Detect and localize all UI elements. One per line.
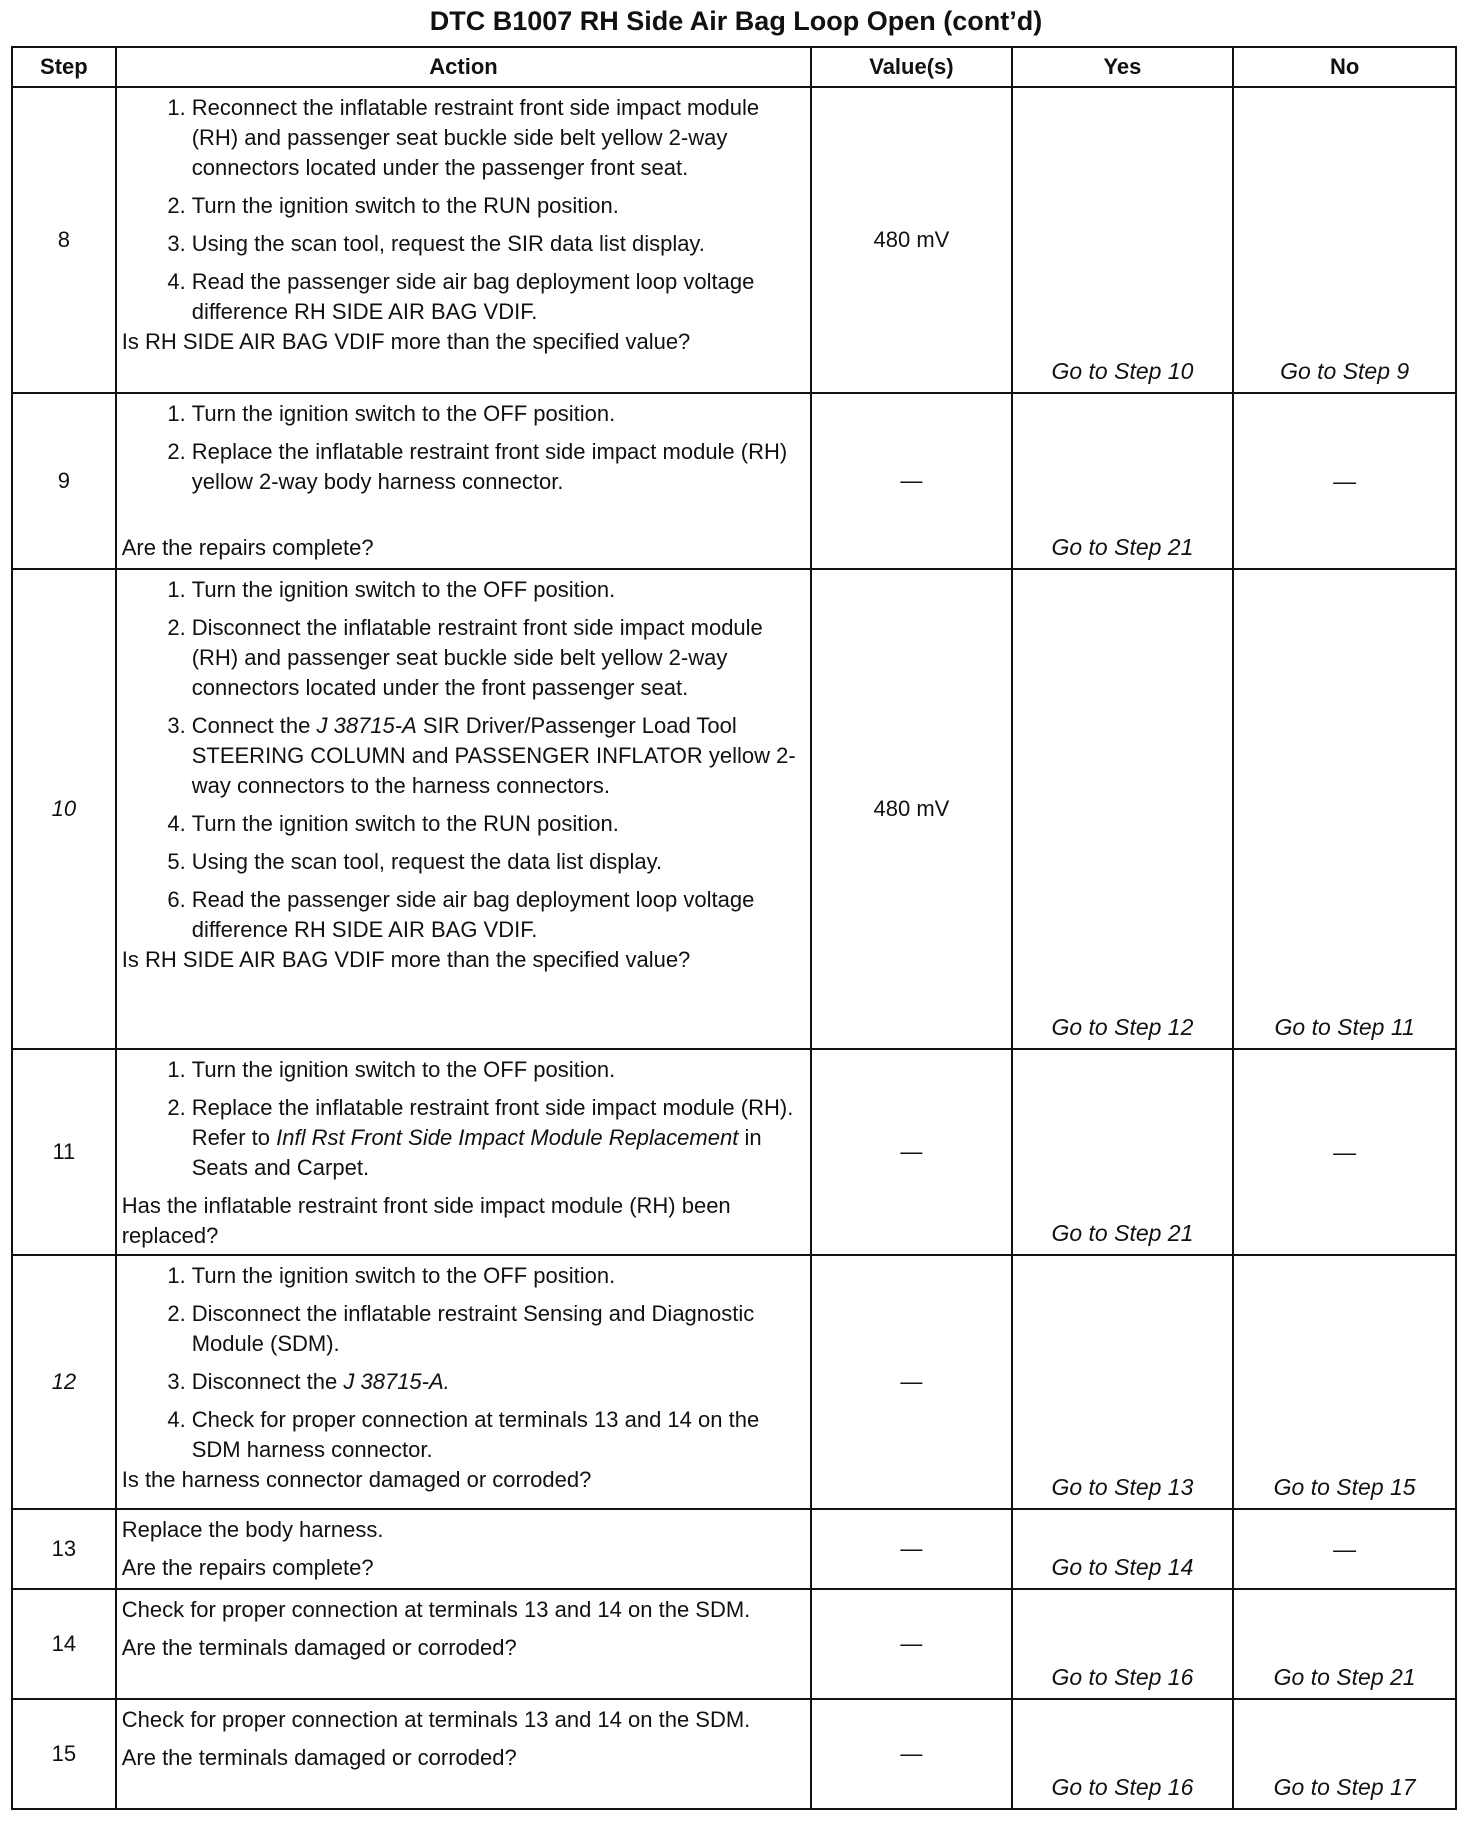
list-item: 3. Using the scan tool, request the SIR data list display.: [167, 231, 705, 256]
list-item: 2. Disconnect the inflatable restraint Sensing and Diagnostic Module (SDM).: [167, 1301, 755, 1356]
table-row-step-10: [12, 569, 1456, 1049]
tool-reference: J 38715-A.: [343, 1369, 450, 1394]
action-cell: [116, 569, 812, 1049]
question-text: Is the harness connector damaged or corroded?: [121, 1467, 592, 1492]
no-link: —: [1233, 1049, 1456, 1255]
question-text: Is RH SIDE AIR BAG VDIF more than the specified value?: [121, 947, 691, 972]
table-header-row: [12, 47, 1456, 87]
no-link[interactable]: Go to Step 9: [1233, 87, 1456, 393]
table-row-step-8: [12, 87, 1456, 393]
page-title: DTC B1007 RH Side Air Bag Loop Open (cont’d): [429, 6, 1043, 36]
list-item: 4. Turn the ignition switch to the RUN position.: [167, 811, 619, 836]
step-number: 13: [12, 1509, 116, 1589]
diagnostic-table: [11, 46, 1457, 1810]
table-row-step-13: [12, 1509, 1456, 1589]
yes-link[interactable]: Go to Step 21: [1012, 393, 1234, 569]
action-cell: [116, 1699, 812, 1809]
step-number: 15: [12, 1699, 116, 1809]
action-cell: [116, 1589, 812, 1699]
action-cell: [116, 87, 812, 393]
action-cell: [116, 1509, 812, 1589]
question-text: Is RH SIDE AIR BAG VDIF more than the specified value?: [121, 329, 691, 354]
action-cell: [116, 393, 812, 569]
value-cell: 480 mV: [811, 87, 1011, 393]
list-item: 1. Turn the ignition switch to the OFF position.: [167, 1263, 616, 1288]
list-item: 4. Read the passenger side air bag deployment loop voltage difference RH SIDE AIR BAG VDIF.: [167, 269, 755, 324]
value-cell: —: [811, 1589, 1011, 1699]
action-cell: [116, 1255, 812, 1509]
list-item: 6. Read the passenger side air bag deployment loop voltage difference RH SIDE AIR BAG VDIF.: [167, 887, 755, 942]
list-item: 2. Turn the ignition switch to the RUN position.: [167, 193, 619, 218]
yes-link[interactable]: Go to Step 16: [1012, 1699, 1234, 1809]
list-item: 1. Turn the ignition switch to the OFF position.: [167, 577, 616, 602]
yes-link[interactable]: Go to Step 10: [1012, 87, 1234, 393]
no-link[interactable]: Go to Step 15: [1233, 1255, 1456, 1509]
yes-link[interactable]: Go to Step 21: [1012, 1049, 1234, 1255]
value-cell: —: [811, 393, 1011, 569]
question-text: Are the terminals damaged or corroded?: [121, 1745, 517, 1770]
list-item: 3. Disconnect the J 38715-A.: [167, 1369, 450, 1394]
instruction-text: Check for proper connection at terminals 13 and 14 on the SDM.: [121, 1707, 751, 1732]
list-item: 2. Replace the inflatable restraint front side impact module (RH) yellow 2-way body harness connector.: [167, 439, 788, 494]
header-action: Action: [116, 47, 812, 87]
no-link[interactable]: Go to Step 17: [1233, 1699, 1456, 1809]
table-row-step-14: [12, 1589, 1456, 1699]
step-number: 8: [12, 87, 116, 393]
value-cell: —: [811, 1255, 1011, 1509]
list-item: 2. Replace the inflatable restraint front side impact module (RH). Refer to Infl Rst Front Side Impact Module Replacement in Seats and Carpet.: [167, 1095, 794, 1180]
step-number: 11: [12, 1049, 116, 1255]
yes-link[interactable]: Go to Step 16: [1012, 1589, 1234, 1699]
table-row-step-12: [12, 1255, 1456, 1509]
header-step: Step: [12, 47, 116, 87]
action-cell: [116, 1049, 812, 1255]
header-no: No: [1233, 47, 1456, 87]
step-number: 9: [12, 393, 116, 569]
list-item: 2. Disconnect the inflatable restraint front side impact module (RH) and passenger seat buckle side belt yellow 2-way connectors located under the front passenger seat.: [167, 615, 763, 700]
list-item: 5. Using the scan tool, request the data list display.: [167, 849, 663, 874]
value-cell: —: [811, 1699, 1011, 1809]
step-number: 12: [12, 1255, 116, 1509]
value-cell: 480 mV: [811, 569, 1011, 1049]
step-number: 10: [12, 569, 116, 1049]
list-item: 1. Turn the ignition switch to the OFF position.: [167, 401, 616, 426]
list-item: 1. Turn the ignition switch to the OFF position.: [167, 1057, 616, 1082]
no-link[interactable]: Go to Step 11: [1233, 569, 1456, 1049]
no-link: —: [1233, 1509, 1456, 1589]
question-text: Has the inflatable restraint front side impact module (RH) been replaced?: [121, 1193, 731, 1248]
yes-link[interactable]: Go to Step 13: [1012, 1255, 1234, 1509]
list-item: 3. Connect the J 38715-A SIR Driver/Passenger Load Tool STEERING COLUMN and PASSENGER INFLATOR yellow 2-way connectors to the harness connectors.: [167, 713, 796, 798]
question-text: Are the repairs complete?: [121, 535, 374, 560]
no-link: —: [1233, 393, 1456, 569]
table-row-step-9: [12, 393, 1456, 569]
header-yes: Yes: [1012, 47, 1234, 87]
header-values: Value(s): [811, 47, 1011, 87]
table-row-step-15: [12, 1699, 1456, 1809]
question-text: Are the terminals damaged or corroded?: [121, 1635, 517, 1660]
value-cell: —: [811, 1509, 1011, 1589]
instruction-text: Replace the body harness.: [121, 1517, 384, 1542]
table-row-step-11: [12, 1049, 1456, 1255]
yes-link[interactable]: Go to Step 12: [1012, 569, 1234, 1049]
step-number: 14: [12, 1589, 116, 1699]
list-item: 1. Reconnect the inflatable restraint front side impact module (RH) and passenger seat buckle side belt yellow 2-way connectors located under the passenger front seat.: [167, 95, 760, 180]
question-text: Are the repairs complete?: [121, 1555, 374, 1580]
procedure-reference[interactable]: Infl Rst Front Side Impact Module Replacement: [276, 1125, 739, 1150]
instruction-text: Check for proper connection at terminals 13 and 14 on the SDM.: [121, 1597, 751, 1622]
list-item: 4. Check for proper connection at terminals 13 and 14 on the SDM harness connector.: [167, 1407, 760, 1462]
no-link[interactable]: Go to Step 21: [1233, 1589, 1456, 1699]
value-cell: —: [811, 1049, 1011, 1255]
tool-reference: J 38715-A: [316, 713, 417, 738]
yes-link[interactable]: Go to Step 14: [1012, 1509, 1234, 1589]
